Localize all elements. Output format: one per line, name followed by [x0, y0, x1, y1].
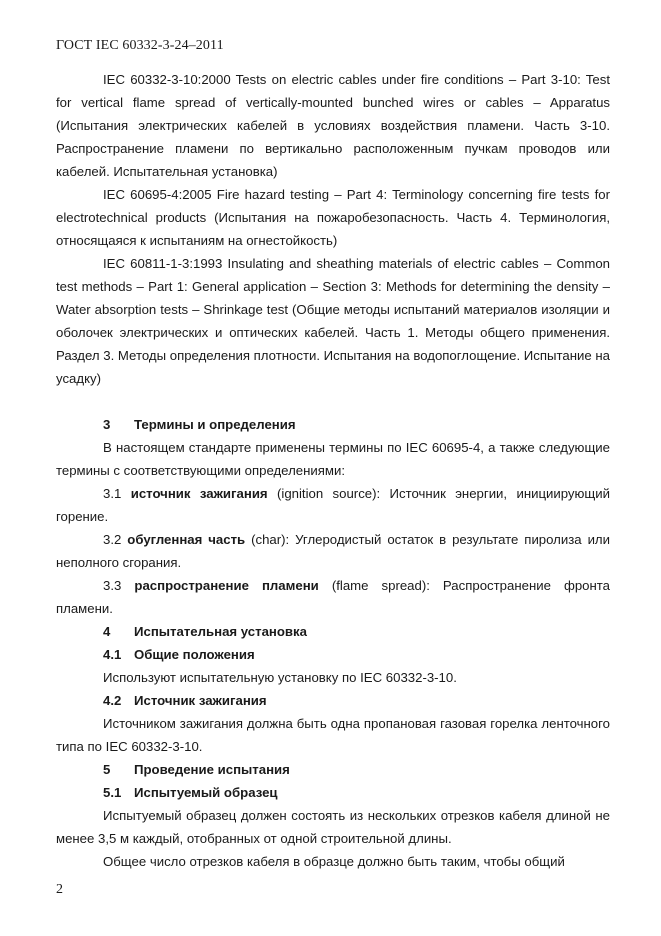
section-title: Общие положения [134, 647, 255, 662]
section-title: Источник зажигания [134, 693, 267, 708]
term-name: источник зажигания [130, 486, 268, 501]
reference-iec-60332-3-10: IEC 60332-3-10:2000 Tests on electric cables under fire conditions – Part 3-10: Test for vertical flame spread of vertically-mounted bunched wires or cables – Apparatus (Испытания электрических кабелей в условиях воздействия пламени. Часть 3-10. Распространение пламени по вертикально расположенным пучкам проводов или кабелей. Испытательная установка) [56, 72, 610, 179]
section-spacer [56, 390, 610, 413]
section-number: 3 [103, 417, 111, 432]
reference-iec-60811-1-3: IEC 60811-1-3:1993 Insulating and sheathing materials of electric cables – Common test methods – Part 1: General application – Section 3: Methods for determining the density – Water absorption tests – Shrinkage test (Общие методы испытаний материалов изоляции и оболочек электрических и оптических кабелей. Часть 1. Методы общего применения. Раздел 3. Методы определения плотности. Испытания на водопоглощение. Испытание на усадку) [56, 256, 610, 386]
reference-iec-60695-4: IEC 60695-4:2005 Fire hazard testing – Part 4: Terminology concerning fire tests for electrotechnical products (Испытания на пожаробезопасность. Часть 4. Терминология, относящаяся к испытаниям на огнестойкость) [56, 187, 610, 248]
document-body [56, 68, 610, 873]
section-3-intro: В настоящем стандарте применены термины по IEC 60695-4, а также следующие термины с соответствующими определениями: [56, 440, 610, 478]
section-4-2-text: Источником зажигания должна быть одна пропановая газовая горелка ленточного типа по IEC 60332-3-10. [56, 716, 610, 754]
section-3-heading [56, 413, 610, 436]
section-number: 4.1 [103, 647, 122, 662]
term-definition: (flame spread): Распространение фронта пламени. [56, 578, 610, 616]
section-5-1-paragraph-1: Испытуемый образец должен состоять из нескольких отрезков кабеля длиной не менее 3,5 м каждый, отобранных от одной строительной длины. [56, 808, 610, 846]
section-4-1-text: Используют испытательную установку по IEC 60332-3-10. [103, 670, 457, 685]
term-3-2 [56, 528, 610, 574]
term-3-1 [56, 482, 610, 528]
section-title: Термины и определения [134, 417, 296, 432]
section-title: Проведение испытания [134, 762, 290, 777]
term-3-3 [56, 574, 610, 620]
section-number: 5 [103, 762, 111, 777]
term-number: 3.2 [103, 532, 122, 547]
section-title: Испытательная установка [134, 624, 307, 639]
section-number: 4 [103, 624, 111, 639]
term-name: распространение пламени [134, 578, 319, 593]
page-number: 2 [56, 882, 63, 897]
term-definition: (ignition source): Источник энергии, инициирующий горение. [56, 486, 611, 524]
section-4-2-heading [56, 689, 610, 712]
term-name: обугленная часть [127, 532, 246, 547]
section-4-heading [56, 620, 610, 643]
term-number: 3.1 [103, 486, 122, 501]
document-header: ГОСТ IEC 60332-3-24–2011 [56, 38, 224, 53]
section-5-heading [56, 758, 610, 781]
term-definition: (char): Углеродистый остаток в результате пиролиза или неполного сгорания. [56, 532, 610, 570]
term-number: 3.3 [103, 578, 122, 593]
section-number: 4.2 [103, 693, 122, 708]
section-number: 5.1 [103, 785, 122, 800]
section-5-1-paragraph-2: Общее число отрезков кабеля в образце должно быть таким, чтобы общий [103, 854, 565, 869]
section-4-1-heading [56, 643, 610, 666]
section-title: Испытуемый образец [134, 785, 278, 800]
section-5-1-heading [56, 781, 610, 804]
